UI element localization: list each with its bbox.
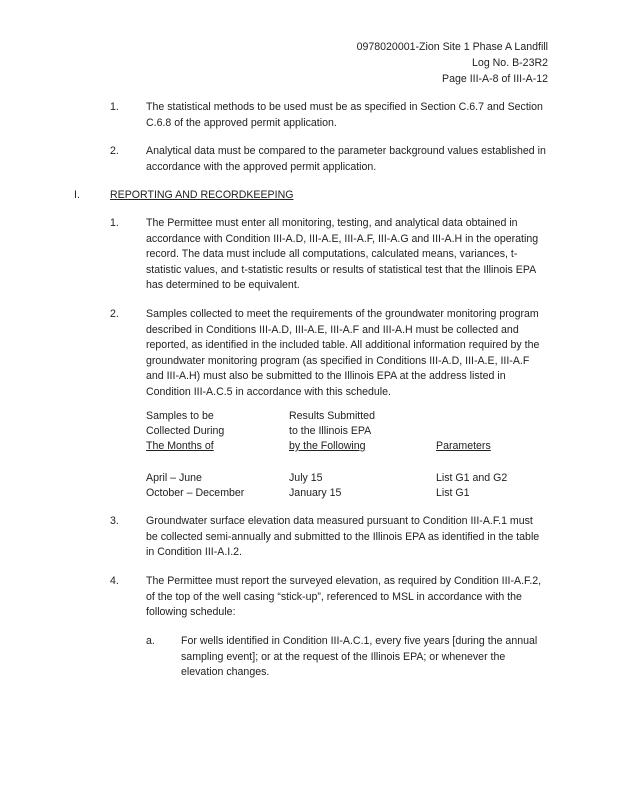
sub-item-letter: a. [146, 635, 155, 647]
table-header-col1: The Months of [146, 440, 214, 452]
table-cell: April – June [146, 472, 202, 484]
paragraph-i1: The Permittee must enter all monitoring, testing, and analytical data obtained in accordance with Condition III-A.D, III-A.E, III-A.F, III-A.G and III-A.H in the operating record. The data must include all computations, calculated means, variances, t-statistic values, and t-statistic results or results of statistical test that the Illinois EPA has determined to be equivalent. [146, 217, 539, 291]
table-header-col3: Parameters [436, 440, 491, 452]
item-number: 1. [110, 217, 119, 229]
paragraph-i4a: For wells identified in Condition III-A.C.1, every five years [during the annual sampling event]; or at the request of the Illinois EPA; or whenever the elevation changes. [181, 635, 538, 678]
table-header-col2: Results Submitted [289, 410, 375, 422]
paragraph-i3: Groundwater surface elevation data measured pursuant to Condition III-A.F.1 must be collected semi-annually and submitted to the Illinois EPA as identified in the table in Condition III-A.I.2. [146, 515, 540, 558]
table-header-col2: to the Illinois EPA [289, 425, 372, 437]
section-number: I. [74, 189, 80, 201]
item-number: 2. [110, 308, 119, 320]
paragraph-h2: Analytical data must be compared to the parameter background values established in accordance with the approved permit application. [146, 145, 546, 173]
table-cell: October – December [146, 487, 245, 499]
item-number: 3. [110, 515, 119, 527]
item-number: 4. [110, 575, 119, 587]
table-header-col1: Samples to be [146, 410, 214, 422]
table-cell: January 15 [289, 487, 342, 499]
header-line-2: Log No. B-23R2 [472, 57, 548, 69]
table-cell: List G1 [436, 487, 470, 499]
paragraph-i2: Samples collected to meet the requirements of the groundwater monitoring program described in Conditions III-A.D, III-A.E, III-A.F and III-A.H must be collected and reported, as identified in the included table. All additional information required by the groundwater monitoring program (as specified in Conditions III-A.D, III-A.E, III-A.F and III-A.H) must also be submitted to the Illinois EPA at the address listed in Condition III-A.C.5 in accordance with this schedule. [146, 308, 540, 398]
table-cell: List G1 and G2 [436, 472, 508, 484]
table-cell: July 15 [289, 472, 323, 484]
header-line-1: 0978020001-Zion Site 1 Phase A Landfill [356, 41, 548, 53]
table-header-col1: Collected During [146, 425, 225, 437]
paragraph-i4: The Permittee must report the surveyed elevation, as required by Condition III-A.F.2, of the top of the well casing “stick-up”, referenced to MSL in accordance with the following schedule: [146, 575, 542, 618]
table-header-col2: by the Following [289, 440, 366, 452]
paragraph-h1: The statistical methods to be used must be as specified in Section C.6.7 and Section C.6.8 of the approved permit application. [146, 101, 543, 129]
section-title: REPORTING AND RECORDKEEPING [110, 189, 294, 201]
header-line-3: Page III-A-8 of III-A-12 [442, 73, 548, 85]
item-number: 2. [110, 145, 119, 157]
item-number: 1. [110, 101, 119, 113]
